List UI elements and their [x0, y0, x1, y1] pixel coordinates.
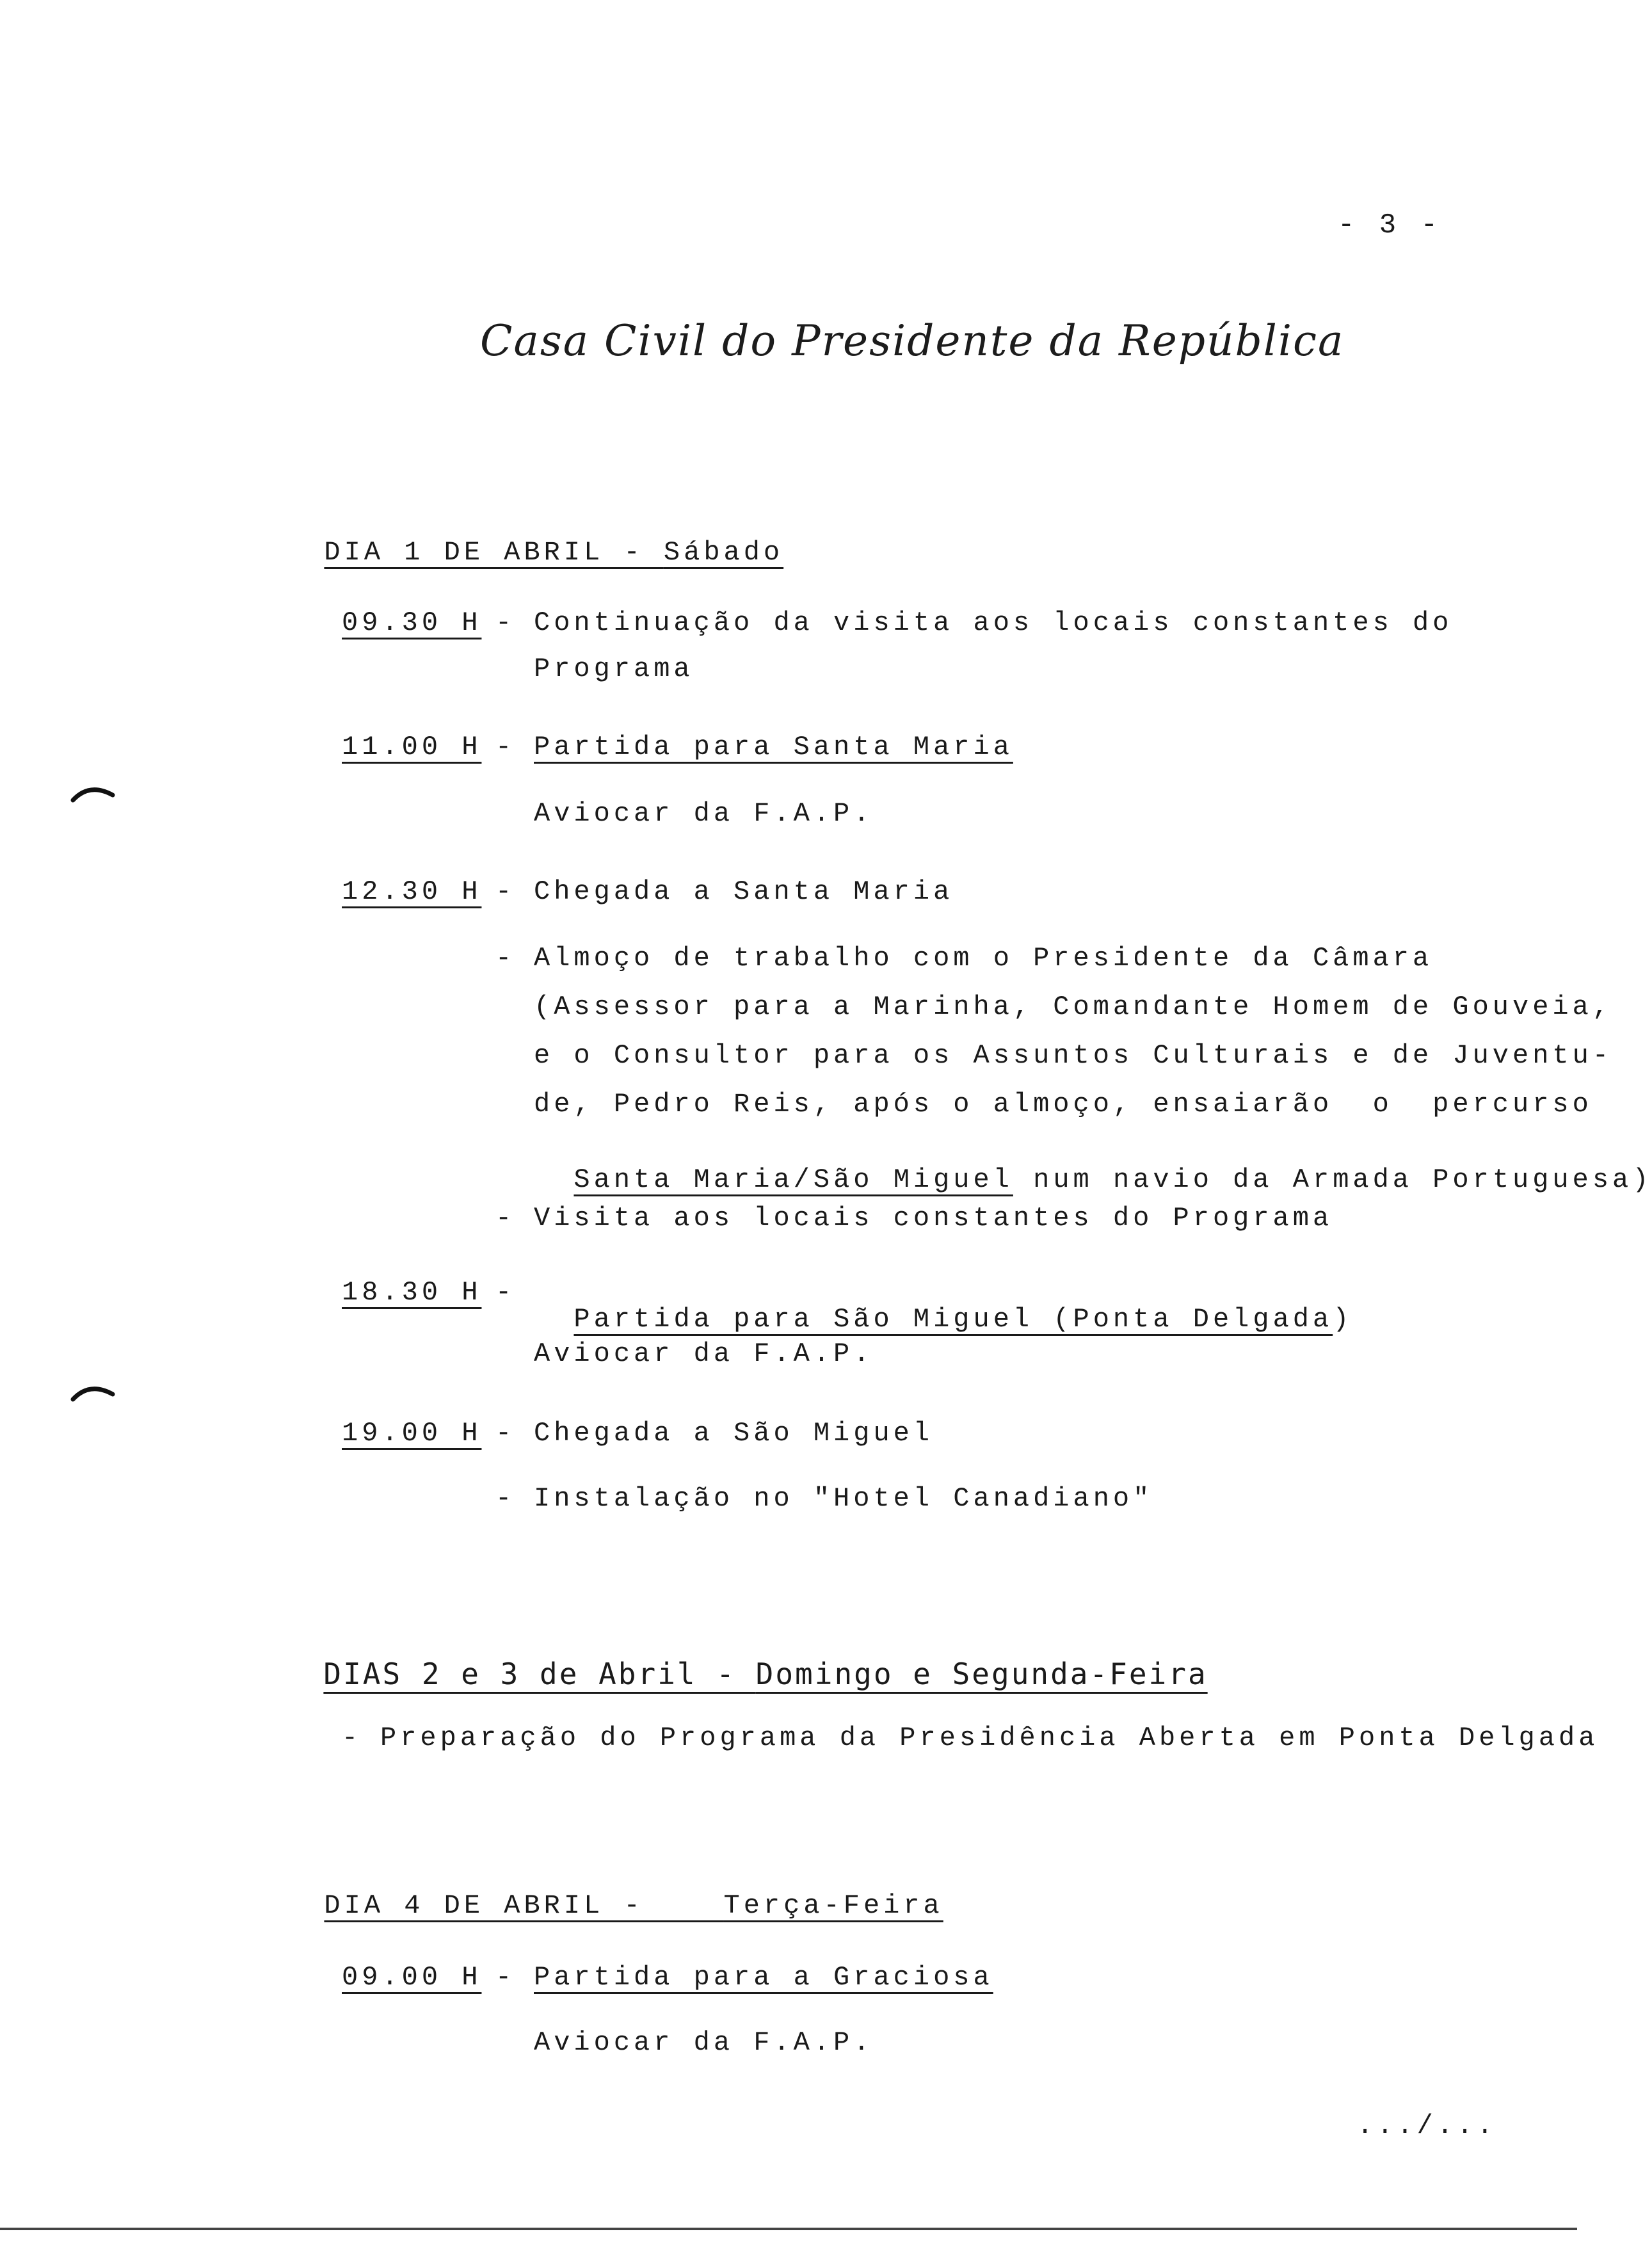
- day1-e1-line1: Continuação da visita aos locais constantes do: [534, 607, 1453, 638]
- day1-e3-time: 12.30 H: [342, 876, 482, 907]
- day1-e4-title: [534, 1279, 1352, 1333]
- day1-e5-sub: Instalação no "Hotel Canadiano": [534, 1483, 1153, 1514]
- day1-heading: [284, 512, 783, 566]
- hole-punch-mark: [70, 1383, 115, 1402]
- day1-e3-sub1-line5: [534, 1139, 1652, 1193]
- day1-e4-title-underlined: Partida para São Miguel (Ponta Delgada: [573, 1304, 1333, 1335]
- day1-e5-time: 19.00 H: [342, 1418, 482, 1449]
- day1-e3-sub1-line2: (Assessor para a Marinha, Comandante Homem de Gouveia,: [534, 992, 1613, 1022]
- day4-heading: [284, 1865, 943, 1919]
- day1-e4-title-end: ): [1333, 1304, 1353, 1335]
- day4-e1-dash: -: [495, 1962, 516, 1993]
- day1-e1-line2: Programa: [534, 654, 694, 684]
- day1-e1-dash: -: [495, 607, 516, 638]
- day1-e4-time: 18.30 H: [342, 1277, 482, 1308]
- day4-heading-day: Terça-Feira: [723, 1890, 943, 1921]
- day1-e3-sub1-line1: Almoço de trabalho com o Presidente da Câmara: [534, 943, 1433, 974]
- day1-e3-sub1-line3: e o Consultor para os Assuntos Culturais e de Juventu-: [534, 1040, 1613, 1071]
- route-rest: num navio da Armada Portuguesa): [1013, 1164, 1652, 1195]
- continuation-mark: .../...: [1357, 2110, 1497, 2141]
- days23-item: Preparação do Programa da Presidência Aberta em Ponta Delgada: [380, 1723, 1599, 1753]
- day1-e5-sub-dash: -: [495, 1483, 516, 1514]
- day1-e4-dash: -: [495, 1277, 516, 1308]
- days23-heading-days: Domingo e Segunda-Feira: [755, 1657, 1208, 1691]
- days23-heading-prefix: DIAS 2 e 3 de Abril -: [323, 1657, 756, 1691]
- route-underlined: Santa Maria/São Miguel: [573, 1164, 1013, 1195]
- day1-e3-sub2-dash: -: [495, 1203, 516, 1234]
- page-edge-line: [0, 2228, 1577, 2230]
- day1-e3-sub1-line4: de, Pedro Reis, após o almoço, ensaiarão o percurso: [534, 1089, 1592, 1120]
- day1-e2-title: Partida para Santa Maria: [534, 732, 1013, 762]
- day1-heading-main: DIA 1 DE ABRIL -: [324, 537, 664, 568]
- day1-e5-dash: -: [495, 1418, 516, 1449]
- day4-e1-line2: Aviocar da F.A.P.: [534, 2027, 874, 2058]
- day1-e3-sub2: Visita aos locais constantes do Programa: [534, 1203, 1333, 1234]
- days23-heading: [284, 1630, 1208, 1689]
- day1-e1-time: 09.30 H: [342, 607, 482, 638]
- day1-e2-time: 11.00 H: [342, 732, 482, 762]
- day1-e4-line2: Aviocar da F.A.P.: [534, 1339, 874, 1369]
- day1-e2-line2: Aviocar da F.A.P.: [534, 798, 874, 829]
- letterhead: Casa Civil do Presidente da República: [480, 316, 1345, 366]
- day1-e3-dash: -: [495, 876, 516, 907]
- day1-e3-sub1-dash: -: [495, 943, 516, 974]
- day1-e3-title: Chegada a Santa Maria: [534, 876, 954, 907]
- day4-heading-main: DIA 4 DE ABRIL -: [324, 1890, 724, 1921]
- hole-punch-mark: [70, 784, 115, 803]
- day1-e5-title: Chegada a São Miguel: [534, 1418, 934, 1449]
- day4-e1-title: Partida para a Graciosa: [534, 1962, 993, 1993]
- day1-heading-day: Sábado: [663, 537, 784, 568]
- day4-e1-time: 09.00 H: [342, 1962, 482, 1993]
- page-number: - 3 -: [1338, 209, 1442, 241]
- days23-item-dash: -: [342, 1723, 362, 1753]
- day1-e2-dash: -: [495, 732, 516, 762]
